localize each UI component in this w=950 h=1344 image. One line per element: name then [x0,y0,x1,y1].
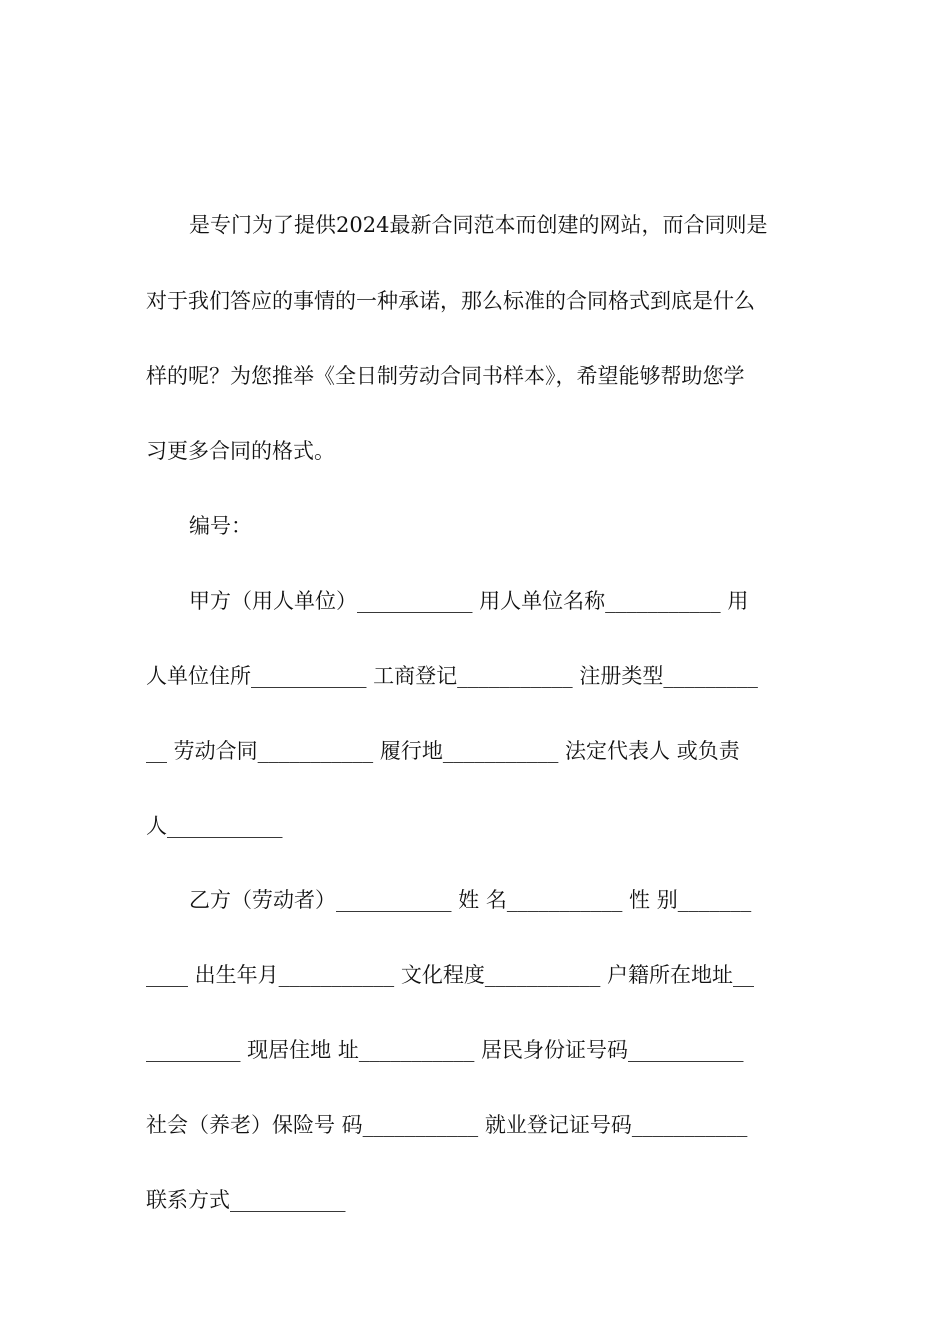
number-label: 编号： [189,514,252,538]
party-a-line-4: 人___________ [146,814,283,838]
intro-line-2: 对于我们答应的事情的一种承诺，那么标准的合同格式到底是什么 [146,289,755,313]
party-b-line-2: ____ 出生年月___________ 文化程度___________ 户籍所在地址__ [146,963,755,987]
party-b-line-1: 乙方（劳动者）___________ 姓 名___________ 性 别_______ [189,888,752,912]
party-b-line-3: _________ 现居住地 址___________ 居民身份证号码___________ [146,1038,744,1062]
intro-line-1: 是专门为了提供2024最新合同范本而创建的网站，而合同则是 [189,213,768,237]
party-a-line-2: 人单位住所___________ 工商登记___________ 注册类型_________ [146,664,758,688]
party-a-line-1: 甲方（用人单位）___________ 用人单位名称___________ 用 [189,589,749,613]
party-a-line-3: __ 劳动合同___________ 履行地___________ 法定代表人 或负责 [146,739,740,763]
party-b-line-4: 社会（养老）保险号 码___________ 就业登记证号码___________ [146,1113,748,1137]
intro-line-4: 习更多合同的格式。 [146,439,335,463]
intro-line-3: 样的呢？为您推举《全日制劳动合同书样本》，希望能够帮助您学 [146,364,745,388]
party-b-line-5: 联系方式___________ [146,1188,346,1212]
